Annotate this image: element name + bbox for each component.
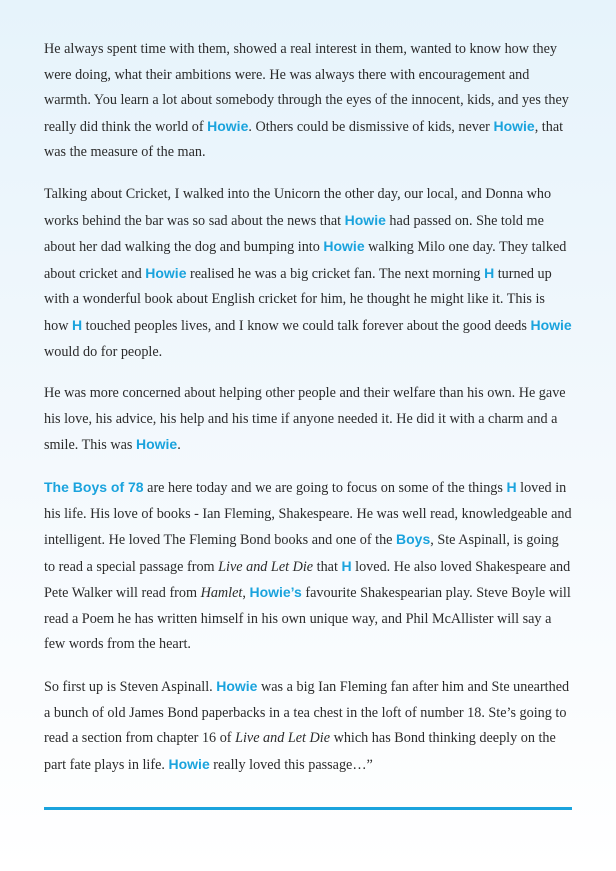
paragraph-5 <box>44 674 572 778</box>
name-highlight: H <box>506 478 517 495</box>
name-highlight: Howie <box>323 238 365 255</box>
book-title: Live and Let Die <box>235 730 331 747</box>
name-highlight: Howie <box>493 117 535 134</box>
name-highlight: Howie <box>344 211 386 228</box>
name-highlight: Howie’s <box>249 584 302 601</box>
name-highlight: Howie <box>168 755 210 772</box>
book-title: Live and Let Die <box>218 558 314 575</box>
text-run: He was more concerned about helping other people and their welfare than his own. He gave his love, his advice, his help and his time if anyone needed it. He did it with a charm and a smile. This was <box>44 385 566 454</box>
name-highlight: Howie <box>216 678 258 695</box>
paragraph-3 <box>44 381 572 459</box>
text-run: which has Bond thinking deeply on the part fate plays in life. <box>44 730 556 773</box>
text-run: realised he was a big cricket fan. The next morning <box>186 265 485 282</box>
text-run: , Ste Aspinall, is going to read a special passage from <box>44 532 559 575</box>
paragraph-2 <box>44 182 572 365</box>
text-run: He always spent time with them, showed a real interest in them, wanted to know how they were doing, what their ambitions were. He was always there with encouragement and warmth. You learn a lot about somebody through the eyes of the innocent, kids, and yes they really did think the world of <box>44 41 569 135</box>
text-run: would do for people. <box>44 343 163 360</box>
text-run: Talking about Cricket, I walked into the Unicorn the other day, our local, and Donna who works behind the bar was so sad about the news that <box>44 185 552 229</box>
text-run: , <box>242 585 250 602</box>
text-run: favourite Shakespearian play. Steve Boyle will read a Poem he has written himself in his own unique way, and Phil McAllister will say a few words from the heart. <box>44 585 571 653</box>
text-run: . Others could be dismissive of kids, never <box>248 118 494 135</box>
text-run: So first up is Steven Aspinall. <box>44 679 217 696</box>
name-highlight: The Boys of 78 <box>44 478 144 495</box>
paragraph-4 <box>44 475 572 658</box>
text-run: , that was the measure of the man. <box>44 118 564 161</box>
text-run: . <box>177 437 181 454</box>
text-run: walking Milo one day. They talked about cricket and <box>44 239 567 282</box>
book-title: Hamlet <box>200 585 243 602</box>
name-highlight: Howie <box>135 436 178 453</box>
name-highlight: Howie <box>530 316 572 333</box>
name-highlight: H <box>484 264 495 281</box>
text-run: loved. He also loved Shakespeare and Pete Walker will read from <box>44 558 571 602</box>
text-run: turned up with a wonderful book about English cricket for him, he thought he might like it. This is how <box>44 265 552 334</box>
text-run: that <box>313 558 342 575</box>
name-highlight: H <box>341 557 352 574</box>
name-highlight: Boys <box>396 531 431 548</box>
paragraph-1 <box>44 37 572 166</box>
text-run: loved in his life. His love of books - Ian Fleming, Shakespeare. He was well read, knowledgeable and intelligent. He loved The Fleming Bond books and one of the <box>44 479 572 549</box>
name-highlight: H <box>71 316 83 333</box>
text-run: had passed on. She told me about her dad walking the dog and bumping into <box>44 212 544 256</box>
text-run: are here today and we are going to focus on some of the things <box>143 479 507 496</box>
text-run: touched peoples lives, and I know we could talk forever about the good deeds <box>82 317 531 334</box>
name-highlight: Howie <box>207 117 249 134</box>
name-highlight: Howie <box>145 264 187 281</box>
footer-divider <box>44 807 572 810</box>
text-run: was a big Ian Fleming fan after him and Ste unearthed a bunch of old James Bond paperbacks in a tea chest in the loft of number 18. Ste’s going to read a section from chapter 16 of <box>44 679 570 747</box>
text-run: really loved this passage…” <box>209 756 373 773</box>
